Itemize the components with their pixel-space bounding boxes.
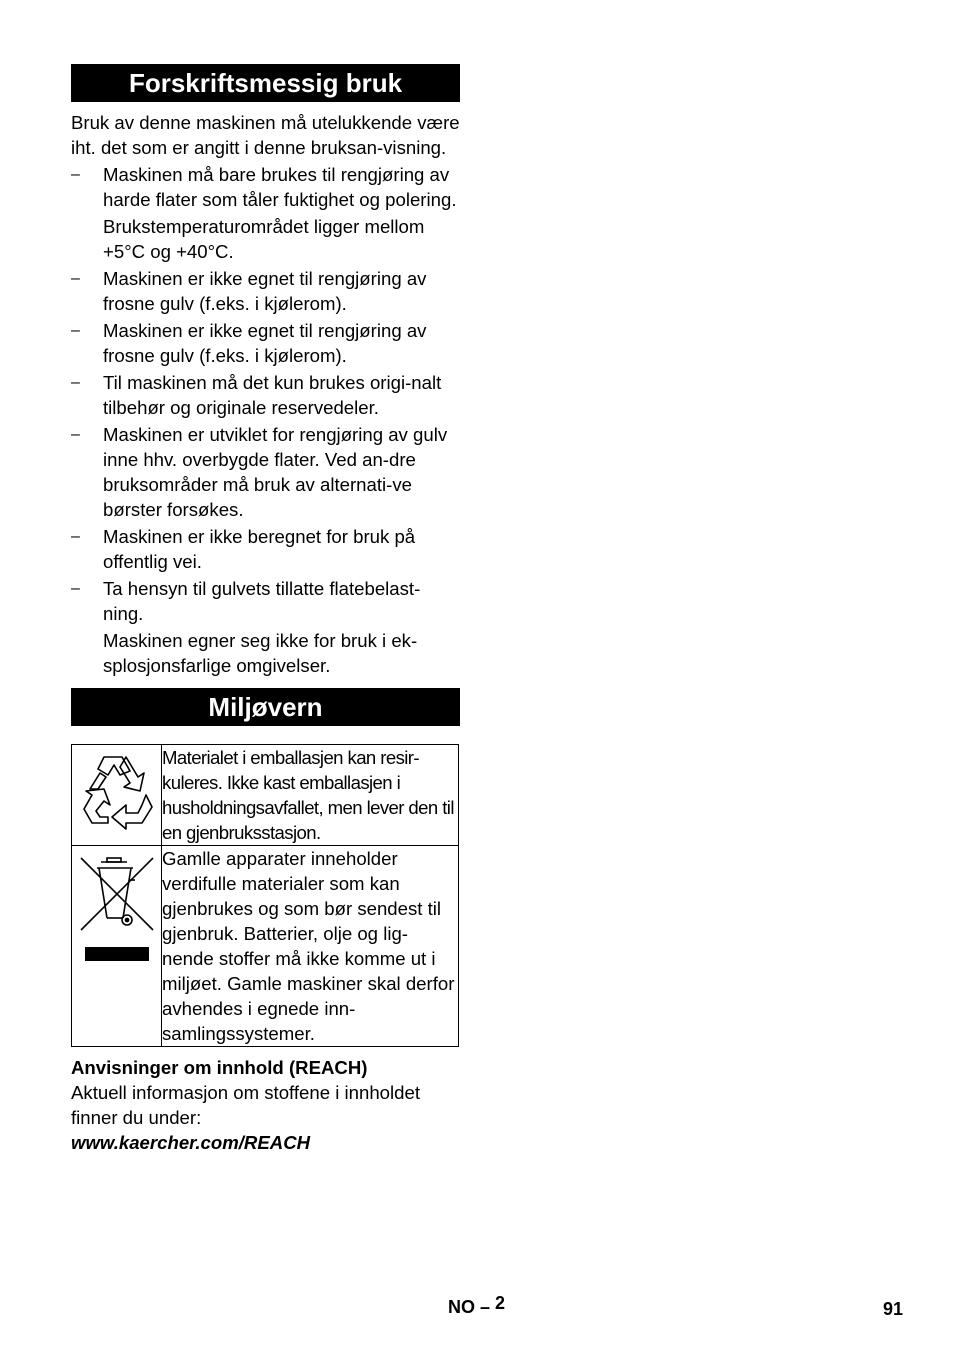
language-code: NO	[448, 1297, 475, 1317]
page-number: 91	[883, 1299, 904, 1319]
footer-separator: –	[480, 1297, 491, 1317]
crossed-bin-icon	[77, 852, 157, 962]
text-cell	[162, 745, 459, 846]
dash-bullet: –	[71, 166, 80, 183]
sub-page-number: 2	[495, 1293, 506, 1313]
dash-bullet: –	[71, 270, 80, 287]
disposal-note: Gamlle apparater inneholder verdifulle materialer som kan gjenbrukes og som bør sendest til gjenbruk. Batterier, olje og lig-nende stoffer må ikke komme ut i miljøet. Gamle maskiner skal derfor avhendes i egnede inn-samlingssystemer.	[162, 848, 455, 1044]
environment-table	[71, 744, 459, 1047]
reach-link[interactable]: www.kaercher.com/REACH	[71, 1132, 311, 1153]
table-row	[72, 846, 459, 1047]
icon-cell	[72, 745, 162, 846]
intended-use-list	[71, 162, 460, 678]
intro-paragraph: Bruk av denne maskinen må utelukkende være iht. det som er angitt i denne bruksan-visning.	[71, 112, 460, 158]
list-item-text: Maskinen er ikke egnet til rengjøring av frosne gulv (f.eks. i kjølerom).	[103, 268, 427, 314]
text-cell	[162, 846, 459, 1047]
list-item-text: Maskinen er utviklet for rengjøring av gulv inne hhv. overbygde flater. Ved an-dre bruksområder må bruk av alternati-ve børster forsøkes.	[103, 424, 448, 520]
list-item	[71, 162, 460, 264]
section-heading-intended-use: Forskriftsmessig bruk	[71, 64, 460, 102]
list-item	[71, 422, 460, 522]
table-row	[72, 745, 459, 846]
content-column	[71, 64, 460, 1155]
list-item	[71, 524, 460, 574]
list-item	[71, 318, 460, 368]
dash-bullet: –	[71, 528, 80, 545]
reach-text: Aktuell informasjon om stoffene i innholdet finner du under:	[71, 1082, 421, 1128]
list-item-text: Maskinen er ikke egnet til rengjøring av frosne gulv (f.eks. i kjølerom).	[103, 320, 427, 366]
dash-bullet: –	[71, 374, 80, 391]
dash-bullet: –	[71, 322, 80, 339]
section-heading-environment: Miljøvern	[71, 688, 460, 726]
list-item-text: Til maskinen må det kun brukes origi-nalt tilbehør og originale reservedeler.	[103, 372, 442, 418]
footer-language-code	[448, 1293, 506, 1318]
reach-title: Anvisninger om innhold (REACH)	[71, 1057, 368, 1078]
list-item-note: Brukstemperaturområdet ligger mellom +5°C og +40°C.	[103, 216, 425, 262]
icon-cell	[72, 846, 162, 1047]
list-item-text: Maskinen må bare brukes til rengjøring av harde flater som tåler fuktighet og polering.	[103, 164, 457, 210]
list-item-note: Maskinen egner seg ikke for bruk i ek-splosjonsfarlige omgivelser.	[103, 630, 418, 676]
dash-bullet: –	[71, 426, 80, 443]
list-item	[71, 576, 460, 678]
recycling-note: Materialet i emballasjen kan resir-kuleres. Ikke kast emballasjen i husholdningsavfallet, men lever den til en gjenbruksstasjon.	[162, 747, 454, 843]
list-item	[71, 370, 460, 420]
reach-block	[71, 1055, 460, 1155]
list-item	[71, 266, 460, 316]
recycle-icon	[80, 751, 154, 831]
list-item-text: Maskinen er ikke beregnet for bruk på offentlig vei.	[103, 526, 416, 572]
list-item-text: Ta hensyn til gulvets tillatte flatebelast-ning.	[103, 578, 421, 624]
dash-bullet: –	[71, 580, 80, 597]
